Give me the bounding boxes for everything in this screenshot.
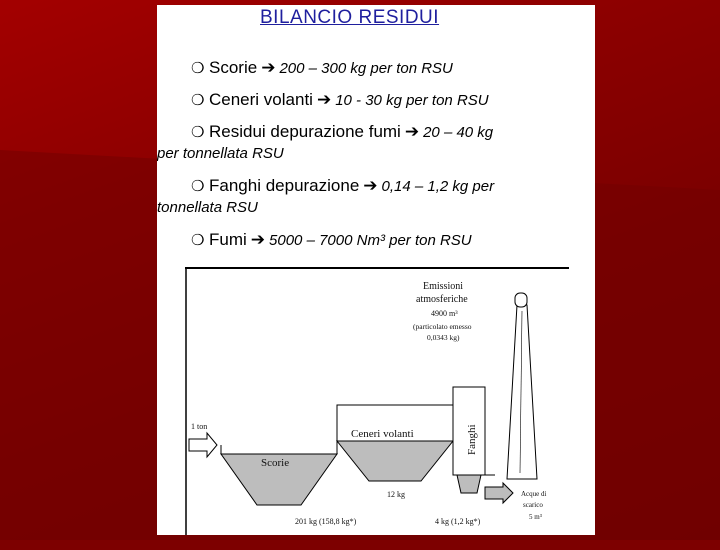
bullet-ceneri (191, 89, 583, 112)
circle-bullet-icon: ❍ (191, 124, 205, 141)
slide-content (157, 5, 595, 535)
bullet-scorie (191, 57, 583, 80)
fanghi-hopper (457, 475, 481, 493)
bullet-label: Fanghi depurazione (209, 176, 360, 195)
arrow-right-icon: ➔ (261, 58, 276, 77)
arrow-right-icon: ➔ (363, 176, 378, 195)
fanghi-label: Fanghi (466, 424, 478, 455)
ceneri-label: Ceneri volanti (351, 428, 414, 440)
arrow-right-icon: ➔ (404, 122, 420, 141)
ceneri-mass: 12 kg (387, 490, 405, 499)
bullet-residui (157, 121, 583, 164)
circle-bullet-icon: ❍ (191, 178, 205, 195)
circle-bullet-icon: ❍ (191, 232, 205, 249)
arrow-right-icon: ➔ (250, 230, 266, 249)
acque-label: Acque di (521, 490, 547, 498)
input-arrow-icon (189, 433, 217, 457)
arrow-right-icon: ➔ (316, 90, 332, 109)
bullet-fumi (191, 229, 583, 252)
emissions-title-2: atmosferiche (416, 294, 468, 305)
ceneri-hopper (337, 441, 453, 481)
scorie-label: Scorie (261, 457, 290, 469)
bullet-label: Fumi (209, 230, 247, 249)
water-outlet-arrow-icon (485, 483, 513, 503)
scorie-mass: 201 kg (158,8 kg*) (295, 517, 357, 526)
slide-title: BILANCIO RESIDUI (260, 7, 440, 28)
bullet-value: 5000 – 7000 Nm³ per ton RSU (269, 232, 472, 249)
input-label: 1 ton (191, 422, 208, 431)
acque-volume: 5 m³ (529, 513, 542, 521)
chimney-top (515, 293, 527, 307)
bullet-continuation: per tonnellata RSU (157, 145, 284, 162)
bullet-value: 0,14 – 1,2 kg per (381, 178, 495, 195)
bullet-value: 200 – 300 kg per ton RSU (279, 60, 453, 77)
emissions-note: (particolato emesso (413, 322, 472, 331)
circle-bullet-icon: ❍ (191, 60, 205, 77)
acque-label-2: scarico (523, 501, 543, 509)
bullet-label: Ceneri volanti (209, 90, 313, 109)
fanghi-mass: 4 kg (1,2 kg*) (435, 517, 481, 526)
bullet-label: Scorie (209, 58, 258, 77)
bullet-label: Residui depurazione fumi (209, 122, 401, 141)
bullet-continuation: tonnellata RSU (157, 199, 258, 216)
emissions-note-2: 0,0343 kg) (427, 333, 460, 342)
emissions-title: Emissioni (423, 281, 464, 292)
bullet-value: 20 – 40 kg (423, 124, 494, 141)
emissions-volume: 4900 m³ (431, 309, 458, 318)
bullet-fanghi (157, 175, 583, 218)
mass-balance-diagram (185, 267, 569, 535)
circle-bullet-icon: ❍ (191, 92, 205, 109)
bullet-value: 10 - 30 kg per ton RSU (335, 92, 489, 109)
